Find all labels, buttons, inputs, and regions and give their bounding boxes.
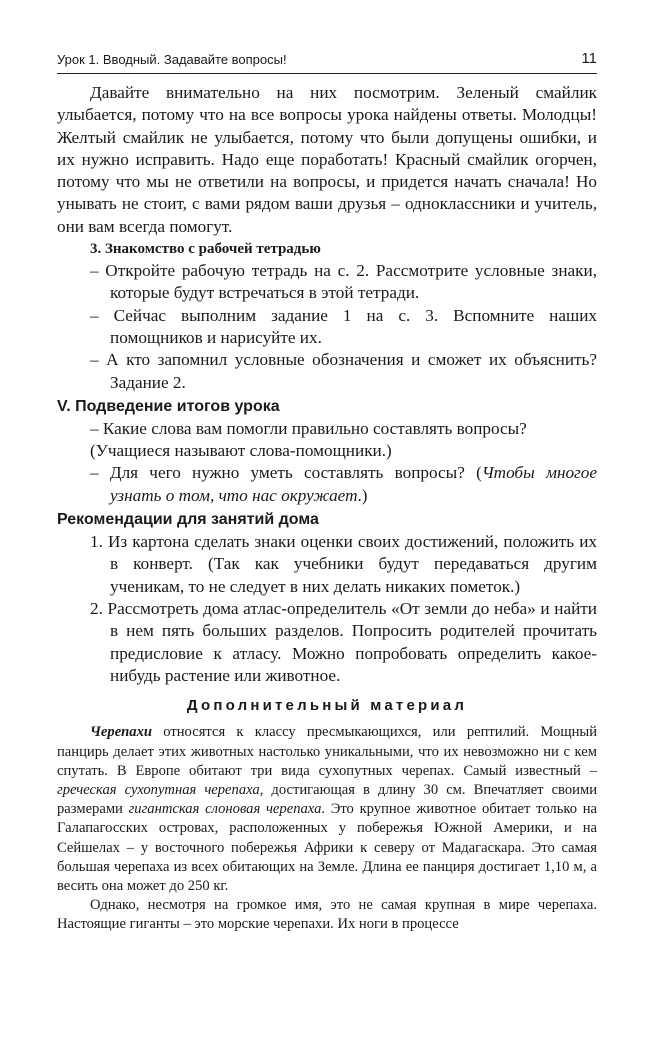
workbook-item-3: – А кто запомнил условные обозначения и сможет их объяснить? Задание 2. [90,350,597,392]
summary-question-1: – Какие слова вам помогли правильно составлять вопросы? [90,418,527,438]
header-rule [57,73,597,74]
summary-q2-end: .) [357,485,368,505]
summary-q2-text: – Для чего нужно уметь составлять вопросы? ( [90,463,482,483]
extra-material [57,723,597,934]
extra-p1-part-b: , достигающая в длину 30 см. Впечатляет своими размерами [57,782,597,818]
extra-paragraph-1 [57,723,597,896]
extra-p1-part-c: . Это крупное животное обитает только на Галапагосских островах, расположенных у побережья Южной Америки, и на Сейшелах – у восточного побережья Африки к северу от Мадагаскара. Это самая большая черепаха из всех обитающих на Земле. Длина ее панциря достигает 1,10 м, а весить она может до 250 кг. [57,801,598,895]
summary-answer-1: (Учащиеся называют слова-помощники.) [90,441,392,461]
extra-p1-italic-2: гигантская слоновая черепаха [128,801,322,818]
workbook-item-2: – Сейчас выполним задание 1 на с. 3. Вспомните наших помощников и нарисуйте их. [90,305,597,347]
page-number: 11 [581,50,597,67]
summary-heading: V. Подведение итогов урока [57,397,280,415]
summary-q2-italic: Чтобы многое узнать о том, что нас окружает [110,463,597,505]
running-header [57,50,597,72]
workbook-item-1: – Откройте рабочую тетрадь на с. 2. Рассмотрите условные знаки, которые будут встречаться в этой тетради. [90,261,597,303]
extra-p1-italic-1: греческая сухопутная черепаха [57,782,260,799]
extra-paragraph-2: Однако, несмотря на громкое имя, это не самая крупная в мире черепаха. Настоящие гиганты – это морские черепахи. Их ноги в процессе [57,897,597,933]
workbook-heading: 3. Знакомство с рабочей тетрадью [90,241,321,258]
page-content [57,82,597,935]
extra-heading: Дополнительный материал [186,697,468,715]
homework-item-1: 1. Из картона сделать знаки оценки своих достижений, положить их в конверт. (Так как учебники будут передаваться другим ученикам, то не следует в них делать никаких пометок.) [90,532,597,596]
extra-term: Черепахи [90,724,152,741]
homework-item-2: 2. Рассмотреть дома атлас-определитель «От земли до неба» и найти в нем пять больших разделов. Попросить родителей прочитать предисловие к атласу. Можно попробовать определить какое-нибудь растение или животное. [90,598,597,685]
homework-heading: Рекомендации для занятий дома [57,511,319,529]
intro-paragraph: Давайте внимательно на них посмотрим. Зеленый смайлик улыбается, потому что на все вопросы урока найдены ответы. Молодцы! Желтый смайлик не улыбается, потому что были допущены ошибки, и их нужно исправить. Надо еще поработать! Красный смайлик огорчен, потому что мы не ответили на вопросы, и придется начать сначала! Но унывать не стоит, с вами рядом ваши друзья – одноклассники и учитель, они вам всегда помогут. [57,83,597,236]
extra-p1-part-a: относятся к классу пресмыкающихся, или рептилий. Мощный панцирь делает этих животных настолько уникальными, что их невозможно ни с кем спутать. В Европе обитают три вида сухопутных черепах. Самый известный – [57,724,597,779]
header-title: Урок 1. Вводный. Задавайте вопросы! [57,52,287,67]
summary-question-2 [57,462,597,507]
